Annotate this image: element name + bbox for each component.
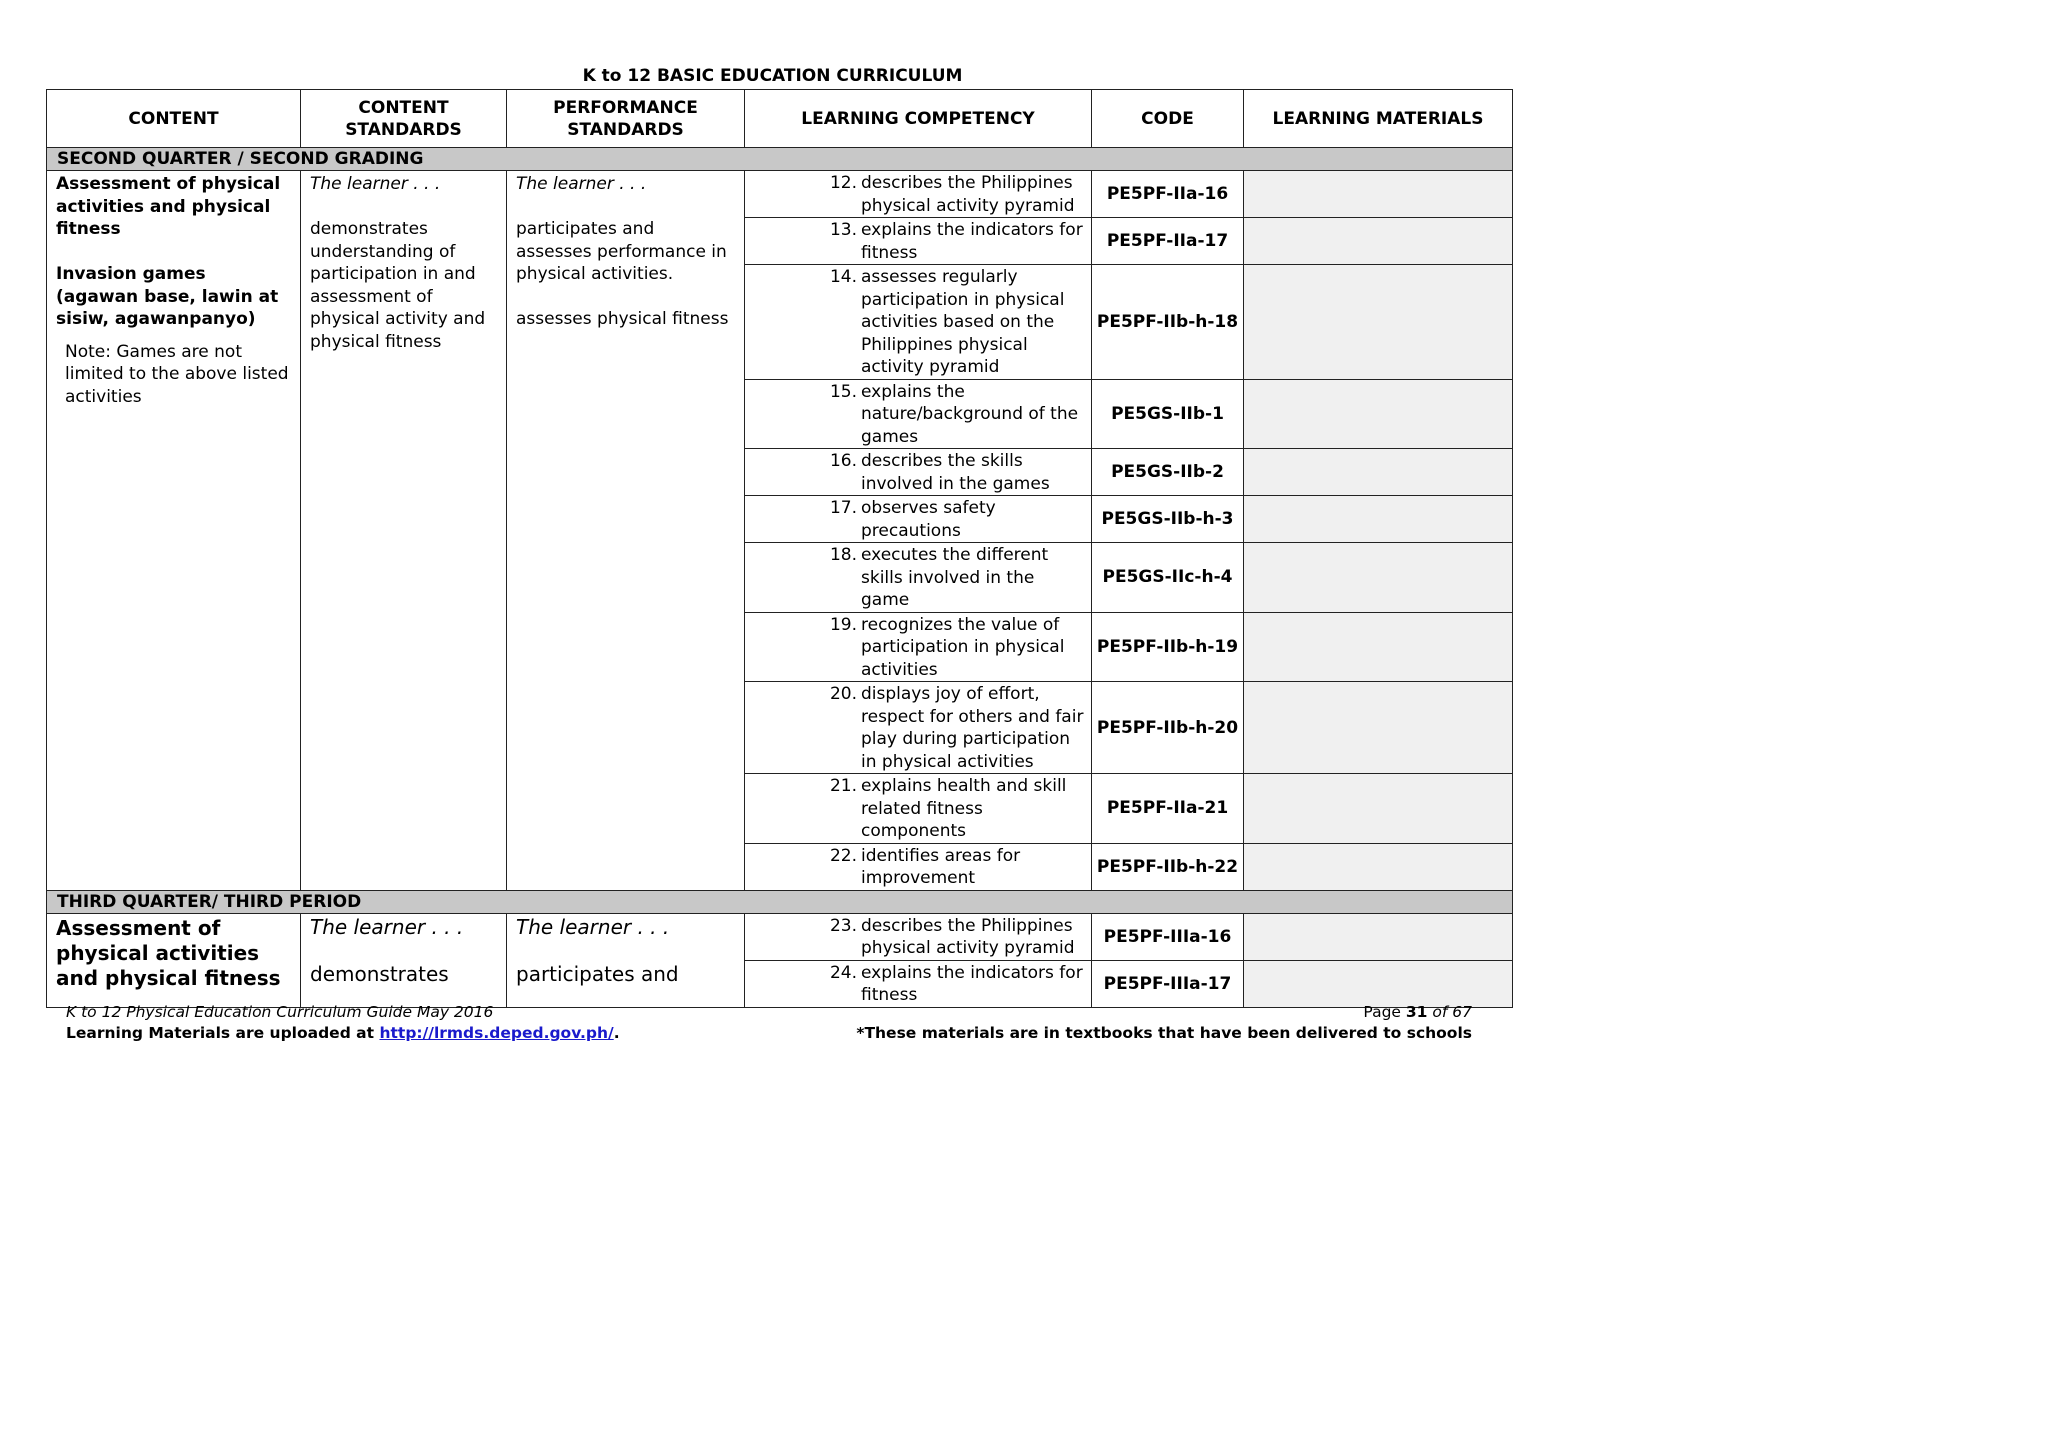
- competency-cell: [745, 379, 1092, 449]
- competency-cell: [745, 496, 1092, 543]
- competency-number: 17.: [829, 498, 857, 518]
- competency-number: 13.: [829, 220, 857, 240]
- footer-right: [856, 1002, 1472, 1044]
- content-standards-lead: The learner . . .: [310, 174, 441, 194]
- learning-materials-cell: [1244, 682, 1513, 774]
- table-row: [47, 171, 1513, 218]
- competency-number: 23.: [829, 915, 857, 936]
- code-cell: PE5PF-IIb-h-22: [1092, 843, 1244, 890]
- learning-materials-cell: [1244, 265, 1513, 380]
- footer-note: *These materials are in textbooks that have been delivered to schools: [856, 1024, 1472, 1042]
- code-cell: PE5GS-IIb-2: [1092, 449, 1244, 496]
- page-total: of 67: [1432, 1003, 1472, 1021]
- learning-materials-cell: [1244, 774, 1513, 844]
- competency-cell: [745, 449, 1092, 496]
- code-cell: PE5PF-IIb-h-20: [1092, 682, 1244, 774]
- quarter-row-third: [47, 890, 1513, 913]
- performance-standards-text-2: assesses physical fitness: [516, 309, 729, 329]
- code-cell: PE5PF-IIa-17: [1092, 218, 1244, 265]
- quarter-row-second: [47, 148, 1513, 171]
- lrmds-link[interactable]: http://lrmds.deped.gov.ph/: [379, 1024, 614, 1042]
- competency-cell: [745, 265, 1092, 380]
- competency-text: describes the skills involved in the games: [861, 451, 1050, 494]
- performance-standards-cell: [507, 171, 745, 891]
- performance-standards-text: participates and: [516, 962, 679, 986]
- header-code: CODE: [1092, 90, 1244, 148]
- learning-materials-cell: [1244, 379, 1513, 449]
- code-cell: PE5PF-IIIa-16: [1092, 913, 1244, 960]
- learning-materials-cell: [1244, 960, 1513, 1007]
- content-games: Invasion games (agawan base, lawin at sisiw, agawanpanyo): [56, 264, 279, 329]
- quarter-label: THIRD QUARTER/ THIRD PERIOD: [47, 890, 1513, 913]
- competency-number: 12.: [829, 173, 857, 193]
- competency-cell: [745, 774, 1092, 844]
- competency-text: identifies areas for improvement: [861, 845, 1021, 888]
- competency-number: 20.: [829, 684, 857, 704]
- content-standards-lead: The learner . . .: [310, 914, 464, 939]
- competency-number: 16.: [829, 451, 857, 471]
- header-content: CONTENT: [47, 90, 301, 148]
- header-learning-competency: LEARNING COMPETENCY: [745, 90, 1092, 148]
- header-row: [47, 90, 1513, 148]
- competency-number: 22.: [829, 845, 857, 866]
- competency-number: 18.: [829, 545, 857, 565]
- competency-text: explains the nature/background of the games: [861, 381, 1079, 447]
- competency-text: recognizes the value of participation in physical activities: [861, 614, 1065, 680]
- competency-text: explains health and skill related fitness components: [861, 776, 1067, 841]
- competency-cell: [745, 913, 1092, 960]
- learning-materials-cell: [1244, 171, 1513, 218]
- performance-standards-lead: The learner . . .: [516, 914, 670, 939]
- footer-upload-text: Learning Materials are uploaded at: [66, 1024, 375, 1042]
- code-cell: PE5GS-IIc-h-4: [1092, 543, 1244, 613]
- learning-materials-cell: [1244, 218, 1513, 265]
- competency-cell: [745, 171, 1092, 218]
- header-content-standards: CONTENT STANDARDS: [301, 90, 507, 148]
- competency-number: 24.: [829, 962, 857, 983]
- competency-number: 19.: [829, 614, 857, 635]
- code-cell: PE5PF-IIb-h-18: [1092, 265, 1244, 380]
- content-standards-cell: [301, 913, 507, 1007]
- competency-cell: [745, 843, 1092, 890]
- competency-text: describes the Philippines physical activity pyramid: [861, 173, 1075, 216]
- competency-text: explains the indicators for fitness: [861, 220, 1083, 263]
- content-topic: Assessment of physical activities and physical fitness: [56, 174, 281, 239]
- competency-cell: [745, 682, 1092, 774]
- quarter-label: SECOND QUARTER / SECOND GRADING: [47, 148, 1513, 171]
- table-row: [47, 913, 1513, 960]
- content-cell: [47, 171, 301, 891]
- competency-text: assesses regularly participation in physical activities based on the Philippines physical activity pyramid: [861, 267, 1065, 377]
- competency-number: 15.: [829, 381, 857, 402]
- performance-standards-cell: [507, 913, 745, 1007]
- content-note: Note: Games are not limited to the above listed activities: [65, 341, 289, 407]
- performance-standards-lead: The learner . . .: [516, 174, 647, 194]
- content-standards-text: demonstrates understanding of participation in and assessment of physical activity and physical fitness: [310, 219, 486, 352]
- code-cell: PE5PF-IIa-21: [1092, 774, 1244, 844]
- page-current: 31: [1405, 1003, 1428, 1021]
- competency-text: displays joy of effort, respect for others and fair play during participation in physical activities: [861, 684, 1084, 772]
- competency-number: 21.: [829, 776, 857, 796]
- footer-guide: K to 12 Physical Education Curriculum Guide May 2016: [66, 1003, 494, 1021]
- page-number: [856, 1002, 1472, 1023]
- curriculum-table: [46, 89, 1513, 1008]
- competency-cell: [745, 218, 1092, 265]
- footer-period: .: [613, 1024, 620, 1042]
- content-topic: Assessment of physical activities and physical fitness: [56, 915, 281, 990]
- competency-cell: [745, 960, 1092, 1007]
- code-cell: PE5PF-IIIa-17: [1092, 960, 1244, 1007]
- learning-materials-cell: [1244, 543, 1513, 613]
- competency-text: observes safety precautions: [861, 498, 996, 541]
- footer-left: [66, 1002, 620, 1044]
- header-learning-materials: LEARNING MATERIALS: [1244, 90, 1513, 148]
- competency-number: 14.: [829, 267, 857, 287]
- code-cell: PE5GS-IIb-1: [1092, 379, 1244, 449]
- learning-materials-cell: [1244, 913, 1513, 960]
- code-cell: PE5PF-IIb-h-19: [1092, 612, 1244, 682]
- competency-text: explains the indicators for fitness: [861, 962, 1083, 1005]
- footer-upload: [66, 1023, 620, 1044]
- learning-materials-cell: [1244, 496, 1513, 543]
- competency-cell: [745, 543, 1092, 613]
- competency-text: describes the Philippines physical activity pyramid: [861, 915, 1075, 958]
- header-performance-standards: PERFORMANCE STANDARDS: [507, 90, 745, 148]
- learning-materials-cell: [1244, 449, 1513, 496]
- competency-cell: [745, 612, 1092, 682]
- content-standards-cell: [301, 171, 507, 891]
- performance-standards-text-1: participates and assesses performance in physical activities.: [516, 219, 727, 284]
- learning-materials-cell: [1244, 843, 1513, 890]
- page-word: Page: [1363, 1003, 1401, 1021]
- document-title: K to 12 BASIC EDUCATION CURRICULUM: [582, 66, 963, 86]
- code-cell: PE5PF-IIa-16: [1092, 171, 1244, 218]
- content-cell: [47, 913, 301, 1007]
- competency-text: executes the different skills involved in the game: [861, 545, 1049, 610]
- code-cell: PE5GS-IIb-h-3: [1092, 496, 1244, 543]
- learning-materials-cell: [1244, 612, 1513, 682]
- content-standards-text: demonstrates: [310, 962, 449, 986]
